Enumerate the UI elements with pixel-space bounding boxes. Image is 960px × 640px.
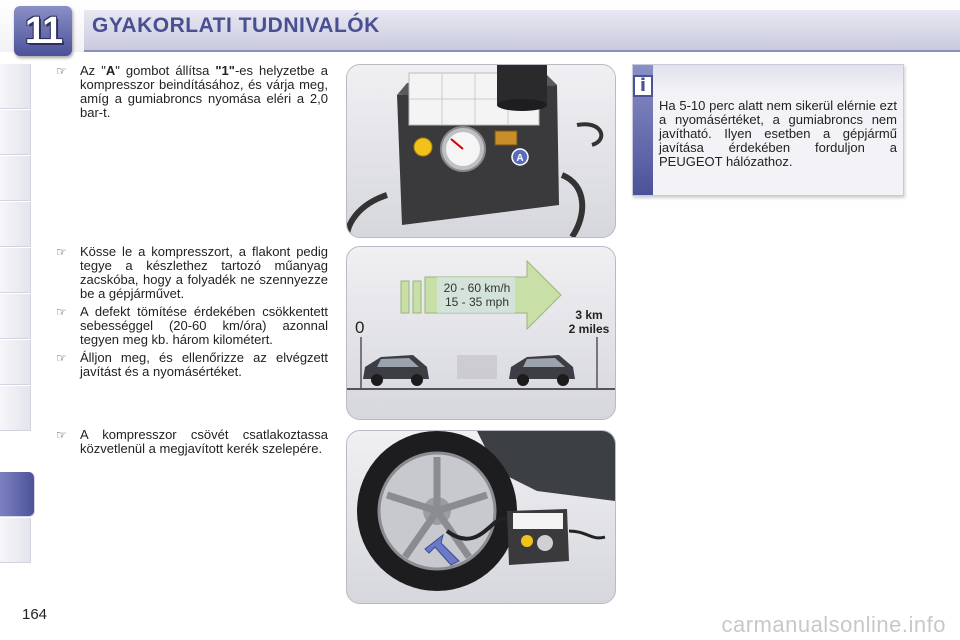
pointing-hand-icon: ☞ [56,305,67,319]
info-box [632,64,904,196]
speed-mph: 15 - 35 mph [444,295,510,309]
chapter-tabs [0,64,34,580]
chapter-tab[interactable] [0,518,31,563]
chapter-tab[interactable] [0,340,31,385]
info-icon: i [633,75,653,97]
page-header [0,0,960,52]
position-ref: "1" [215,63,235,78]
step-item [56,428,328,456]
step-text: Álljon meg, és ellenőrizze az elvégzett javítást és a nyomásértéket. [80,350,328,379]
chapter-tab[interactable] [0,110,31,155]
driving-illustration [347,247,615,419]
pointing-hand-icon: ☞ [56,245,67,259]
button-a-label: A [516,153,524,164]
car-start [363,355,429,386]
chapter-number: 11 [24,9,62,52]
info-text: Ha 5-10 perc alatt nem sikerül elérnie ezt a nyomásértéket, a gumiabroncs nem javítható. Ilyen esetben a gépjármű javítása érdekében forduljon a PEUGEOT hálózathoz. [659,98,897,169]
chapter-badge [14,6,72,56]
pointing-hand-icon: ☞ [56,64,67,78]
chapter-tab[interactable] [0,156,31,201]
step-item [56,64,328,120]
step-block-2 [56,245,328,383]
step-block-1 [56,64,328,124]
page-number: 164 [22,606,48,623]
chapter-tab[interactable] [0,64,31,109]
watermark: carmanualsonline.info [721,612,946,637]
distance-km: 3 km [575,308,603,322]
info-strip [633,65,653,195]
start-label: 0 [355,318,365,337]
driving-figure [346,246,616,420]
text-run: " gombot állítsa [115,63,216,78]
chapter-tab-active[interactable] [0,472,35,517]
step-block-3 [56,428,328,460]
chapter-tab[interactable] [0,294,31,339]
compressor-figure [346,64,616,238]
text-run: -es helyzetbe a kompresszor beindításához, és várja meg, amíg a gumiabroncs nyomása eléri a 2,0 bar-t. [80,63,328,120]
compressor-illustration [347,65,615,237]
step-text: Kösse le a kompresszort, a flakont pedig tegye a készlethez tartozó műanyag zacskóba, hogy a folyadék ne szennyezze be a gépjárművet. [80,244,328,301]
step-text: A defekt tömítése érdekében csökkentett sebességgel (20-60 km/óra) azonnal tegyen meg kb. három kilométert. [80,304,328,347]
chapter-tab[interactable] [0,386,31,431]
step-item [56,351,328,379]
chapter-title: GYAKORLATI TUDNIVALÓK [92,14,380,37]
pointing-hand-icon: ☞ [56,351,67,365]
chapter-tab[interactable] [0,248,31,293]
step-item [56,305,328,347]
text-run: Az " [80,63,106,78]
wheel-illustration [347,431,615,603]
pointing-hand-icon: ☞ [56,428,67,442]
car-end [509,355,575,386]
step-item [56,245,328,301]
button-ref: A [105,63,116,78]
distance-miles: 2 miles [568,322,610,336]
chapter-tab[interactable] [0,202,31,247]
step-text: A kompresszor csövét csatlakoztassa közvetlenül a megjavított kerék szelepére. [80,427,328,456]
info-header-band [653,65,903,93]
step-text [80,64,328,120]
wheel-figure [346,430,616,604]
speed-kmh: 20 - 60 km/h [443,281,511,295]
